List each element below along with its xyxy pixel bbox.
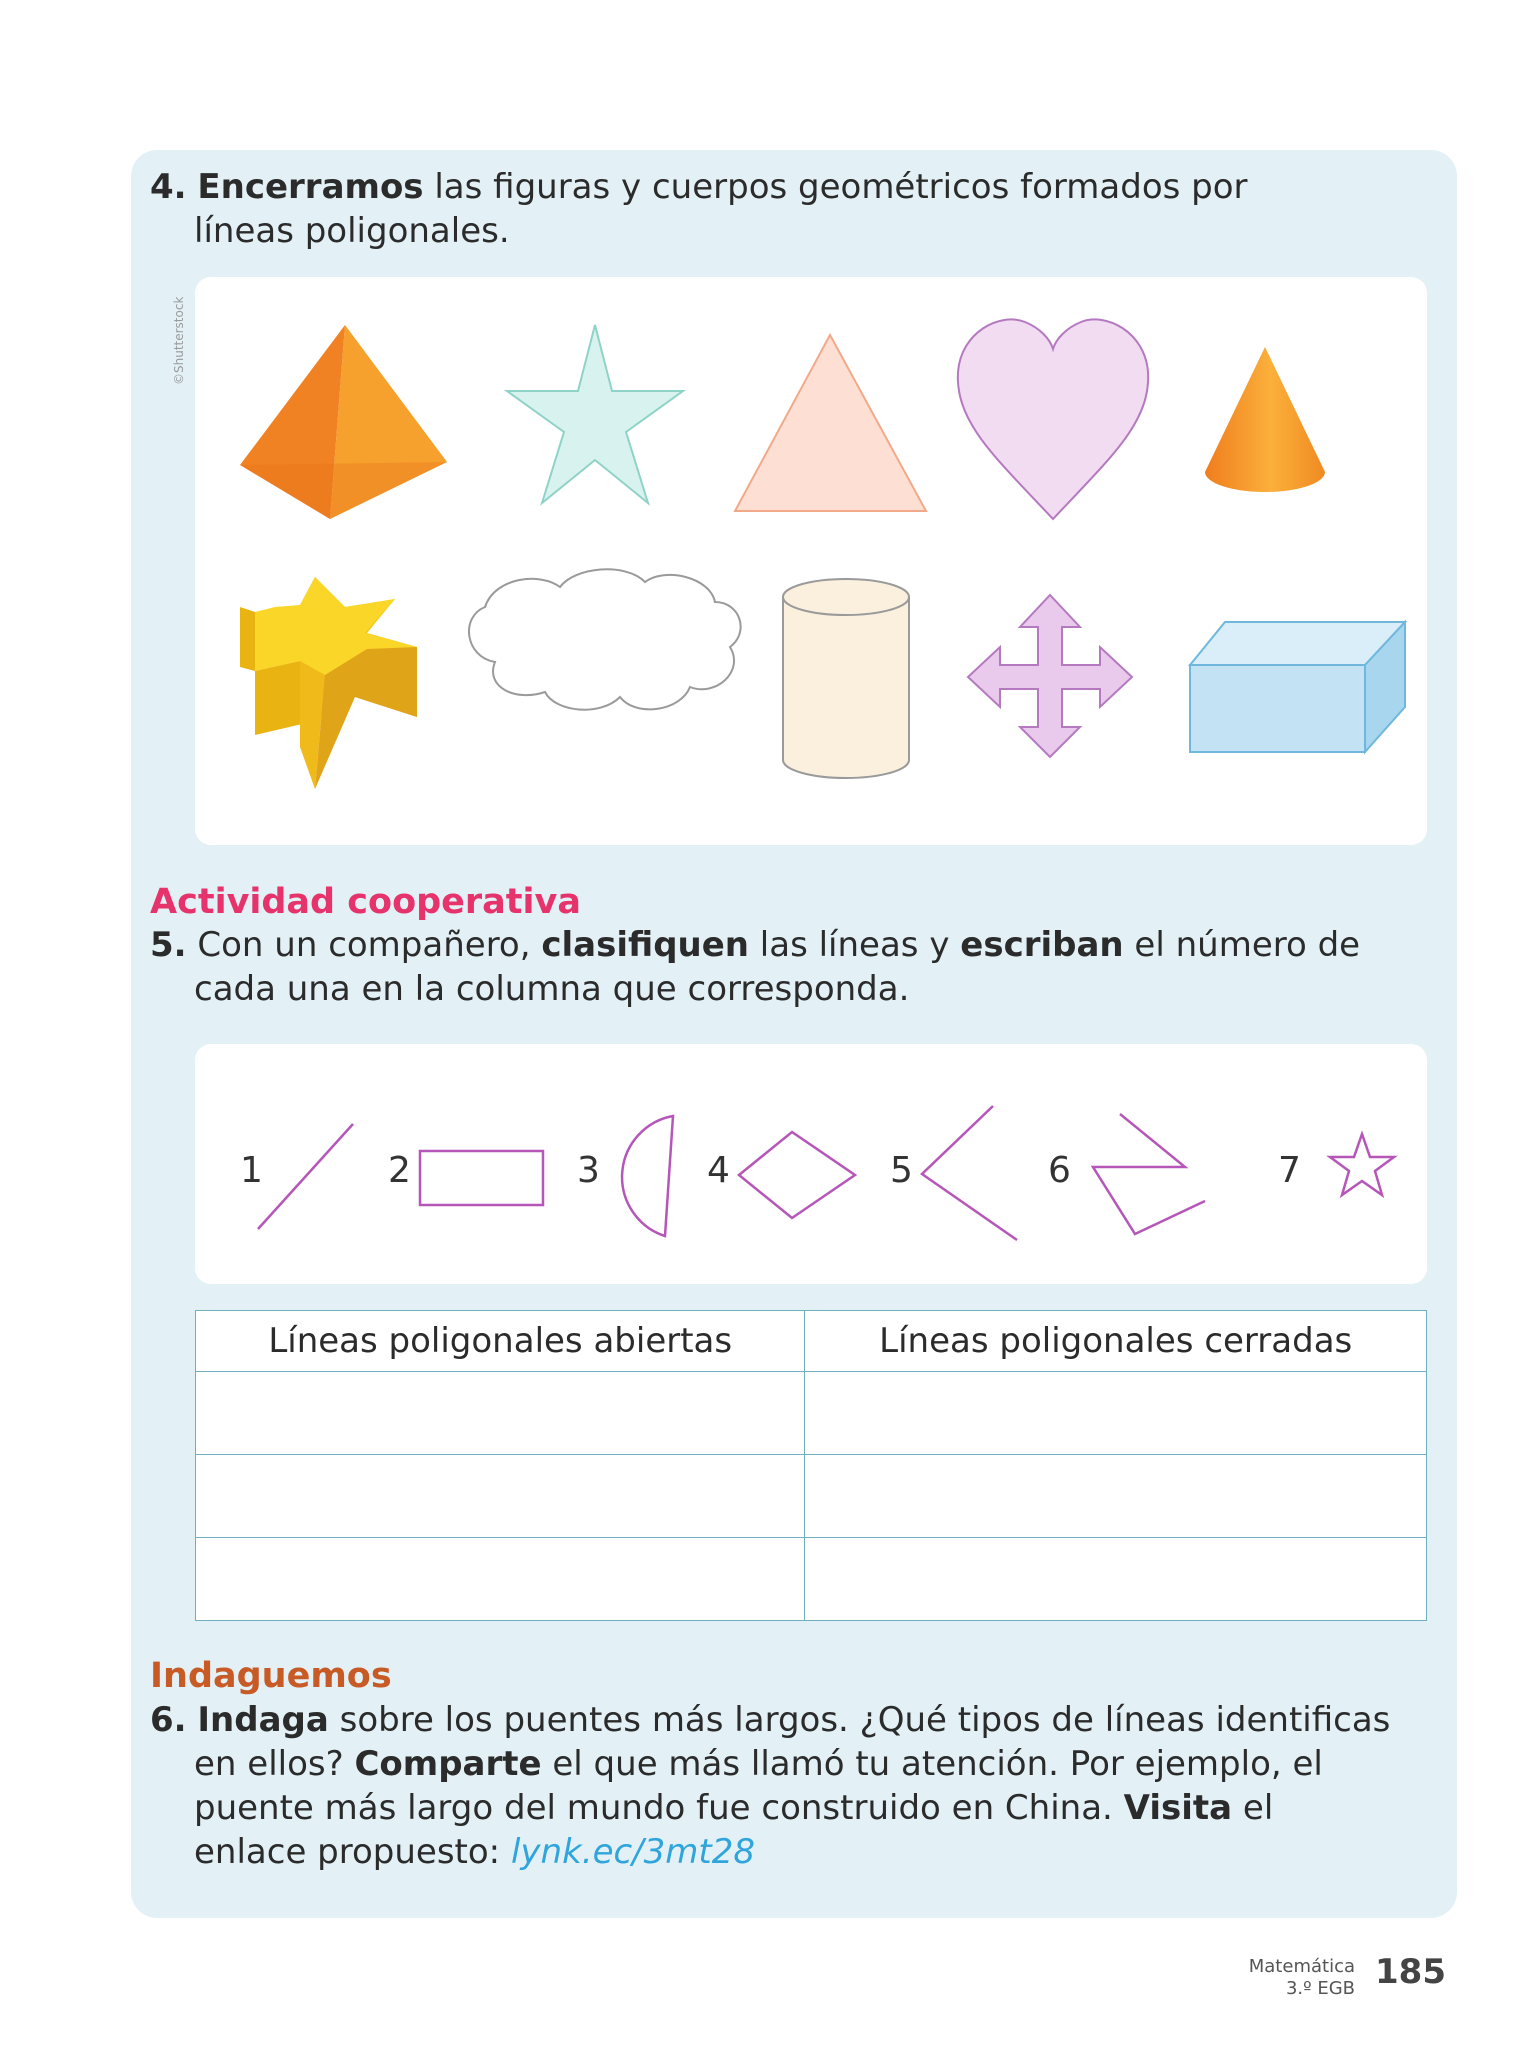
lines-drawing — [195, 1044, 1427, 1284]
answer-cell-closed-1[interactable] — [805, 1372, 1427, 1455]
question-text-line2: líneas poligonales. — [194, 211, 510, 251]
figures-illustration — [195, 277, 1427, 845]
resource-link[interactable]: lynk.ec/3mt28 — [510, 1832, 755, 1872]
answer-cell-open-2[interactable] — [196, 1455, 805, 1538]
cylinder-icon[interactable] — [783, 579, 909, 778]
line-6-zigzag — [1093, 1114, 1205, 1234]
answer-cell-closed-3[interactable] — [805, 1538, 1427, 1621]
line-label-7: 7 — [1278, 1150, 1301, 1191]
indaguemos-title: Indaguemos — [150, 1656, 392, 1696]
table-row — [196, 1455, 1427, 1538]
footer-subject: Matemática 3.º EGB — [1248, 1956, 1355, 1999]
triangle-icon[interactable] — [735, 335, 926, 511]
page-number: 185 — [1375, 1952, 1446, 1992]
heart-icon[interactable] — [958, 319, 1148, 519]
lines-card — [195, 1044, 1427, 1284]
question-verb: Encerramos — [197, 167, 424, 207]
answer-cell-open-3[interactable] — [196, 1538, 805, 1621]
star-prism-icon[interactable] — [240, 577, 417, 789]
figures-card — [195, 277, 1427, 845]
line-label-3: 3 — [577, 1150, 600, 1191]
photo-credit: ©Shutterstock — [172, 296, 186, 385]
question-text: las figuras y cuerpos geométricos formados por — [423, 167, 1248, 207]
table-row — [196, 1372, 1427, 1455]
line-4-rhombus — [739, 1132, 855, 1218]
line-7-star — [1330, 1134, 1394, 1195]
line-2-rectangle — [420, 1151, 543, 1205]
answer-cell-open-1[interactable] — [196, 1372, 805, 1455]
line-3-semicircle — [622, 1116, 673, 1236]
star-icon[interactable] — [507, 325, 683, 503]
cooperative-activity-title: Actividad cooperativa — [150, 882, 581, 922]
rectangular-prism-icon[interactable] — [1190, 622, 1405, 752]
cone-icon[interactable] — [1205, 347, 1325, 492]
table-header-open: Líneas poligonales abiertas — [196, 1311, 805, 1372]
cloud-icon[interactable] — [469, 569, 741, 709]
line-1-segment — [258, 1124, 353, 1229]
line-label-5: 5 — [890, 1150, 913, 1191]
four-arrows-icon[interactable] — [968, 595, 1132, 757]
line-label-2: 2 — [388, 1150, 411, 1191]
question-6: 6. Indaga sobre los puentes más largos. ¿Qué tipos de líneas identificas en ellos? Comparte el que más llamó tu atención. Por ejemplo, el puente más largo del mundo fue construido en China. Visita el enlace propuesto: lynk.ec/3mt28 — [150, 1700, 1391, 1872]
question-4 — [150, 165, 1248, 253]
table-row — [196, 1538, 1427, 1621]
line-label-6: 6 — [1048, 1150, 1071, 1191]
table-header-closed: Líneas poligonales cerradas — [805, 1311, 1427, 1372]
line-label-4: 4 — [707, 1150, 730, 1191]
pyramid-icon[interactable] — [240, 325, 447, 519]
answer-cell-closed-2[interactable] — [805, 1455, 1427, 1538]
line-label-1: 1 — [240, 1150, 263, 1191]
line-5-angle — [922, 1106, 1017, 1240]
classification-table — [195, 1310, 1427, 1621]
question-number: 4. — [150, 167, 187, 207]
question-5: 5. Con un compañero, clasifiquen las líneas y escriban el número de cada una en la columna que corresponda. — [150, 925, 1361, 1009]
